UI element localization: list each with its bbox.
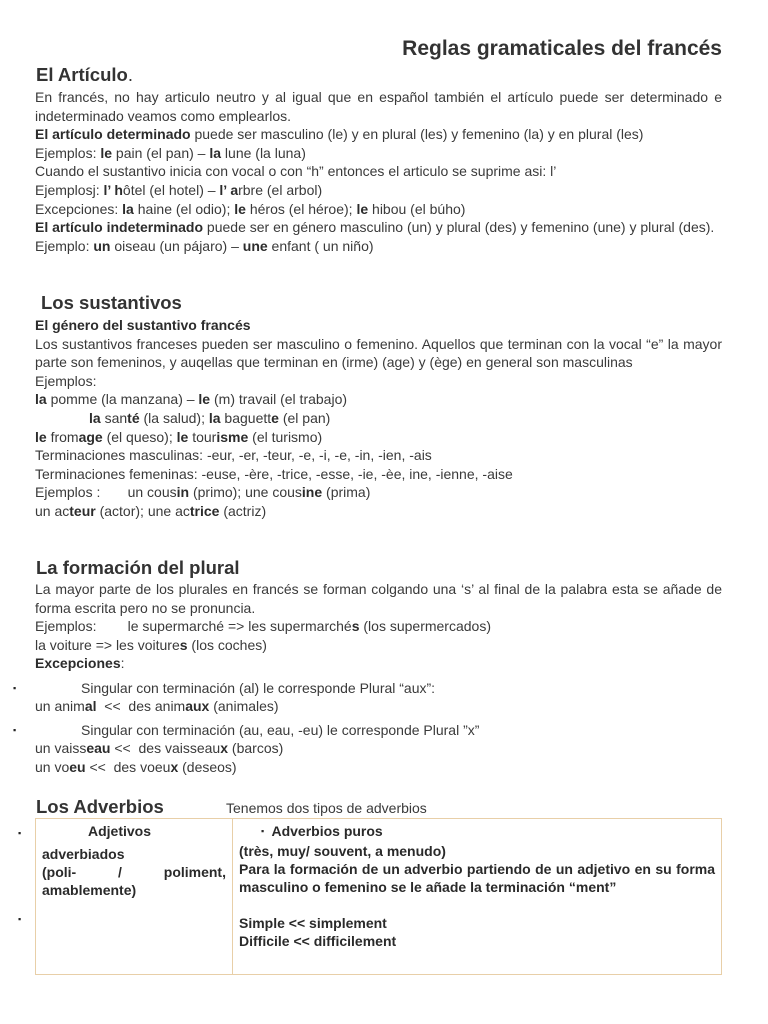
text: (deseos) [178,759,237,775]
plural-intro: La mayor parte de los plurales en francés se forman colgando una ‘s’ al final de la palabra esta se añade de forma escrita pero no se pronuncia. [35,581,722,616]
bold-term: isme [216,428,249,445]
articulo-determinado [35,125,722,144]
text: Excepciones: [35,200,123,217]
adverbios-note: Tenemos dos tipos de adverbios [226,800,427,816]
text: << des voeu [85,759,171,775]
text: (el queso); [102,428,177,445]
articulo-indeterminado [35,218,722,237]
plural-ejemplo-2 [35,636,722,655]
bold-term: le [35,428,47,445]
text: Ejemplosj: [35,181,104,198]
bold-term: l’ a [219,181,239,198]
cell-line: amablemente) [42,882,137,898]
plural-body [35,580,722,673]
text: la voiture => les voiture [35,636,180,653]
section-heading-adverbios: Los Adverbios [36,796,164,817]
cell-line [42,863,226,881]
text: (actriz) [219,502,267,519]
section-heading-articulo [36,64,133,86]
articulo-body [35,88,722,255]
text: (los coches) [187,636,267,653]
plural-rule-eau-example-1 [35,739,283,758]
text: lune (la luna) [221,144,306,161]
text: un vo [35,759,70,775]
articulo-excepciones [35,200,722,219]
bold-term: une [242,237,268,254]
bullet-icon: ▪ [18,914,22,924]
bold-term: la [208,409,221,426]
text: (actor); une ac [95,502,190,519]
plural-ejemplo-1 [35,617,722,636]
bold-term: un [93,237,111,254]
sustantivos-ejemplos: Ejemplos: [35,372,97,389]
cell-title [239,822,715,842]
articulo-ejemplo-3 [35,237,722,256]
sustantivos-ejemplo-3 [35,428,722,447]
bold-term: la [122,200,134,217]
sustantivos-intro: Los sustantivos franceses pueden ser masculino o femenino. Aquellos que terminan con la vocal “e” la mayor parte son femeninos, y auqellas que terminan en (irme) (age) y (ège) en general son masculinas [35,335,722,371]
bold-term: x [220,740,229,756]
text: (los supermercados) [359,618,491,635]
heading-text: El Artículo [36,64,128,85]
adverbios-cell-puros [233,819,722,975]
bold-term: El artículo indeterminado [35,219,204,236]
text: baguett [220,409,272,426]
heading-dot: . [127,64,133,85]
document-title: Reglas gramaticales del francés [402,37,722,60]
text: (prima) [322,484,371,501]
text: << des vaisseau [110,740,221,756]
sustantivos-ejemplo-5 [35,502,722,521]
bold-term: trice [189,502,220,519]
bold-term: age [78,428,103,445]
text: (barcos) [228,740,284,756]
bold-term: le [234,200,246,217]
text: (el turismo) [248,428,323,445]
text: Ejemplos : un cous [35,484,177,501]
sustantivos-ejemplo-1 [35,390,722,409]
text: san [100,409,128,426]
bold-term: e [271,409,279,426]
bullet-icon: ▪ [13,725,17,735]
bold-term: s [179,636,188,653]
text: tour [188,428,217,445]
text: ôtel (el hotel) – [122,181,220,198]
bold-term: El artículo determinado [35,126,191,143]
text: from [46,428,79,445]
text: / [118,864,122,880]
text: pain (el pan) – [112,144,210,161]
text: puede ser en género masculino (un) y plural (des) y femenino (une) y plural (des). [203,219,715,236]
cell-line: adverbiados [42,846,125,862]
bold-term: Excepciones [35,655,121,672]
text: (el pan) [278,409,331,426]
bold-term: eau [86,740,111,756]
plural-rule-eau-example-2 [35,758,237,777]
text: (la salud); [139,409,209,426]
bold-term: la [89,409,101,426]
plural-excepciones [35,654,722,673]
bullet-icon: ▪ [261,826,265,836]
bold-term: la [209,144,222,161]
adverbios-table [35,818,722,975]
terminaciones-masculinas: Terminaciones masculinas: -eur, -er, -teur, -e, -i, -e, -in, -ien, -ais [35,447,432,464]
articulo-vocal: Cuando el sustantivo inicia con vocal o con “h” entonces el articulo se suprime asi: l’ [35,163,557,180]
bold-term: ine [301,484,323,501]
bold-term: teur [69,502,96,519]
sustantivos-ejemplo-2 [35,409,722,428]
bold-term: té [127,409,140,426]
bold-term: eu [69,759,86,775]
text: Adverbios puros [271,823,383,839]
bold-term: l’ h [103,181,123,198]
text: (poli- [42,864,77,880]
text: hibou (el búho) [368,200,466,217]
text: poliment, [163,864,226,880]
plural-rule-al-example [35,697,279,716]
bold-term: la [35,391,47,408]
text: : [120,655,125,672]
bold-term: le [198,391,211,408]
bold-term: le [100,144,113,161]
bold-term: s [351,618,360,635]
text: un vaiss [35,740,87,756]
articulo-ejemplos-2 [35,181,722,200]
plural-rule-eau: Singular con terminación (au, eau, -eu) le corresponde Plural ”x” [81,722,480,738]
plural-rule-al: Singular con terminación (al) le corresponde Plural “aux”: [81,680,436,696]
terminaciones-femeninas: Terminaciones femeninas: -euse, -ère, -trice, -esse, -ie, -èe, ine, -ienne, -aise [35,465,513,482]
sustantivos-body [35,316,722,521]
text: << des anim [96,698,186,714]
bold-term: le [356,200,369,217]
text: (animales) [209,698,279,714]
text: haine (el odio); [133,200,235,217]
text: un ac [35,502,70,519]
text: (m) travail (el trabajo) [210,391,348,408]
text: Ejemplo: [35,237,94,254]
bullet-icon: ▪ [18,828,22,838]
bold-term: x [170,759,179,775]
sustantivos-ejemplo-4 [35,483,722,502]
section-heading-sustantivos: Los sustantivos [41,292,182,313]
text: puede ser masculino (le) y en plural (les) y femenino (la) y en plural (les) [190,126,644,143]
adverbios-cell-adjetivos [36,819,233,975]
text: oiseau (un pájaro) – [110,237,243,254]
text: Ejemplos: le supermarché => les supermarché [35,618,352,635]
text: héros (el héroe); [245,200,357,217]
bold-term: in [176,484,190,501]
bullet-icon: ▪ [13,683,17,693]
cell-line: Simple << simplement [239,915,387,931]
cell-line: Para la formación de un adverbio partiendo de un adjetivo en su forma masculino o femenino se le añade la terminación “ment” [239,861,715,895]
bold-term: aux [185,698,210,714]
text: pomme (la manzana) – [46,391,199,408]
bold-term: le [176,428,189,445]
bold-term: El género del sustantivo francés [35,317,251,333]
cell-line: Difficile << difficilement [239,933,397,949]
sustantivos-subheading [35,316,722,335]
bold-term: al [84,698,97,714]
text: Ejemplos: [35,144,101,161]
cell-line: (très, muy/ souvent, a menudo) [239,843,446,859]
articulo-intro: En francés, no hay articulo neutro y al igual que en español también el artículo puede ser determinado e indeterminado veamos como emplearlos. [35,89,722,124]
text: enfant ( un niño) [267,237,374,254]
text: (primo); une cous [189,484,302,501]
section-heading-plural: La formación del plural [36,557,240,578]
text: rbre (el arbol) [238,181,323,198]
cell-title: Adjetivos [88,823,152,839]
articulo-ejemplos-1 [35,144,722,163]
text: un anim [35,698,85,714]
